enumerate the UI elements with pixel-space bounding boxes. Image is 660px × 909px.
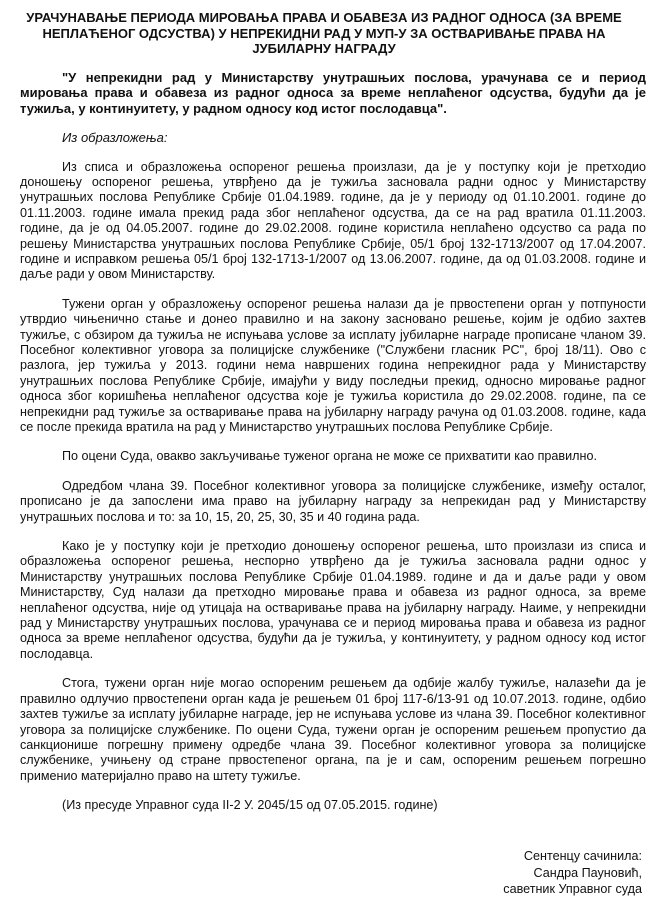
paragraph-1: Из списа и образложења оспореног решења произлази, да је у поступку који је претходио доношењу оспореног решења, утврђено да је тужиља засновала радни однос у Министарству унутрашњих послова Републике Србије 01.04.1989. године, да је у периоду од 01.10.2001. године до 01.11.2003. године имала прекид рада због неплаћеног одсуства, да се на рад вратила 01.11.2003. године, да је од 04.05.2007. године до 29.02.2008. године користила неплаћено одсуство са рада по решењу Министарства унутрашњих послова Републике Србије, 05/1 број 132-1713/2007 од 17.04.2007. године и исправком решења 05/1 број 132-1713-1/2007 од 13.06.2007. године, да од 01.03.2008. године и даље ради у овом Министарству. — [20, 159, 646, 282]
signature-line-1: Сентенцу сачинила: — [523, 849, 642, 863]
paragraph-4: Одредбом члана 39. Посебног колективног уговора за полицијске службенике, између осталог, прописано је да запослени има право на јубиларну награду за непрекидан рад у Министарству унутрашњих послова и то: за 10, 15, 20, 25, 30, 35 и 40 година рада. — [20, 478, 646, 524]
paragraph-2: Тужени орган у образложењу оспореног решења налази да је првостепени орган у потпуности утврдио чињенично стање и донео правилно и на закону засновано решење, којим је одбио захтев тужиље, с обзиром да тужиља не испуњава услове за исплату јубиларне награде прописане чланом 39. Посебног колективног уговора за полицијске службенике ("Службени гласник РС", број 18/11). Ово с разлога, јер тужиља у 2013. години нема навршених година непрекидног рада у Министарству унутрашњих послова Републике Србије, имајући у виду последњи прекид, односно мировање радног односа због коришћења неплаћеног одсуства које је тужиља користила до 29.02.2008. године, па се непрекидни рад тужиље за остваривање права на јубиларну награду рачуна од 01.03.2008. године, када се после прекида вратила на рад у Министарство унутрашњих послова Републике Србије. — [20, 296, 646, 434]
paragraph-5: Како је у поступку који је претходио доношењу оспореног решења, што произлази из списа и образложења оспореног решења, неспорно утврђено да је тужиља засновала радни однос у Министарству унутрашњих послова Републике Србије 01.04.1989. године и да и даље ради у овом Министарству, Суд налази да претходно мировање права и обавеза из радног односа, за време неплаћеног одсуства, није од утицаја на остваривање права на јубиларну награду. Наиме, у непрекидни рад у Министарству унутрашњих послова, урачунава се и период мировања права и обавеза из радног односа за време неплаћеног одсуства, будући да је тужиља, у континуитету, у радном односу код истог послодавца. — [20, 539, 646, 661]
paragraph-3: По оцени Суда, овакво закључивање туженог органа не може се прихватити као правилно. — [62, 449, 597, 464]
signature-role: саветник Управног суда — [503, 882, 642, 896]
legal-headnote: "У непрекидни рад у Министарству унутрашњих послова, урачунава се и период мировања права и обавеза из радног односа за време неплаћеног одсуства, будући да је тужиља, у континуитету, у радном односу код истог послодавца". — [20, 69, 646, 116]
signature-author: Сандра Пауновић, — [533, 865, 642, 880]
paragraph-6: Стога, тужени орган није могао оспореним решењем да одбије жалбу тужиље, налазећи да је правилно одлучио првостепени орган када је решењем 01 број 117-6/13-91 од 10.07.2013. године, одбио захтев тужиље за исплату јубиларне награде, јер не испуњава услове из члана 39. Посебног колективног уговора за полицијске службенике. По оцени Суда, тужени орган је оспореним решењем пропустио да санкционише погрешну примену одредбе члана 39. Посебног колективног уговора за полицијске службенике, учињену од стране првостепеног органа, па је и сам, оспореним решењем погрешно применио материјално право на штету тужиље. — [20, 676, 646, 783]
judgment-citation: (Из пресуде Управног суда II-2 У. 2045/15 од 07.05.2015. године) — [62, 798, 438, 813]
reasoning-heading: Из образложења: — [62, 130, 168, 145]
signature-block — [503, 848, 642, 898]
document-title: УРАЧУНАВАЊЕ ПЕРИОДА МИРОВАЊА ПРАВА И ОБАВЕЗА ИЗ РАДНОГ ОДНОСА (ЗА ВРЕМЕ НЕПЛАЋЕНОГ ОДСУСТВА) У НЕПРЕКИДНИ РАД У МУП-У ЗА ОСТВАРИВАЊЕ ПРАВА НА ЈУБИЛАРНУ НАГРАДУ — [26, 10, 622, 56]
